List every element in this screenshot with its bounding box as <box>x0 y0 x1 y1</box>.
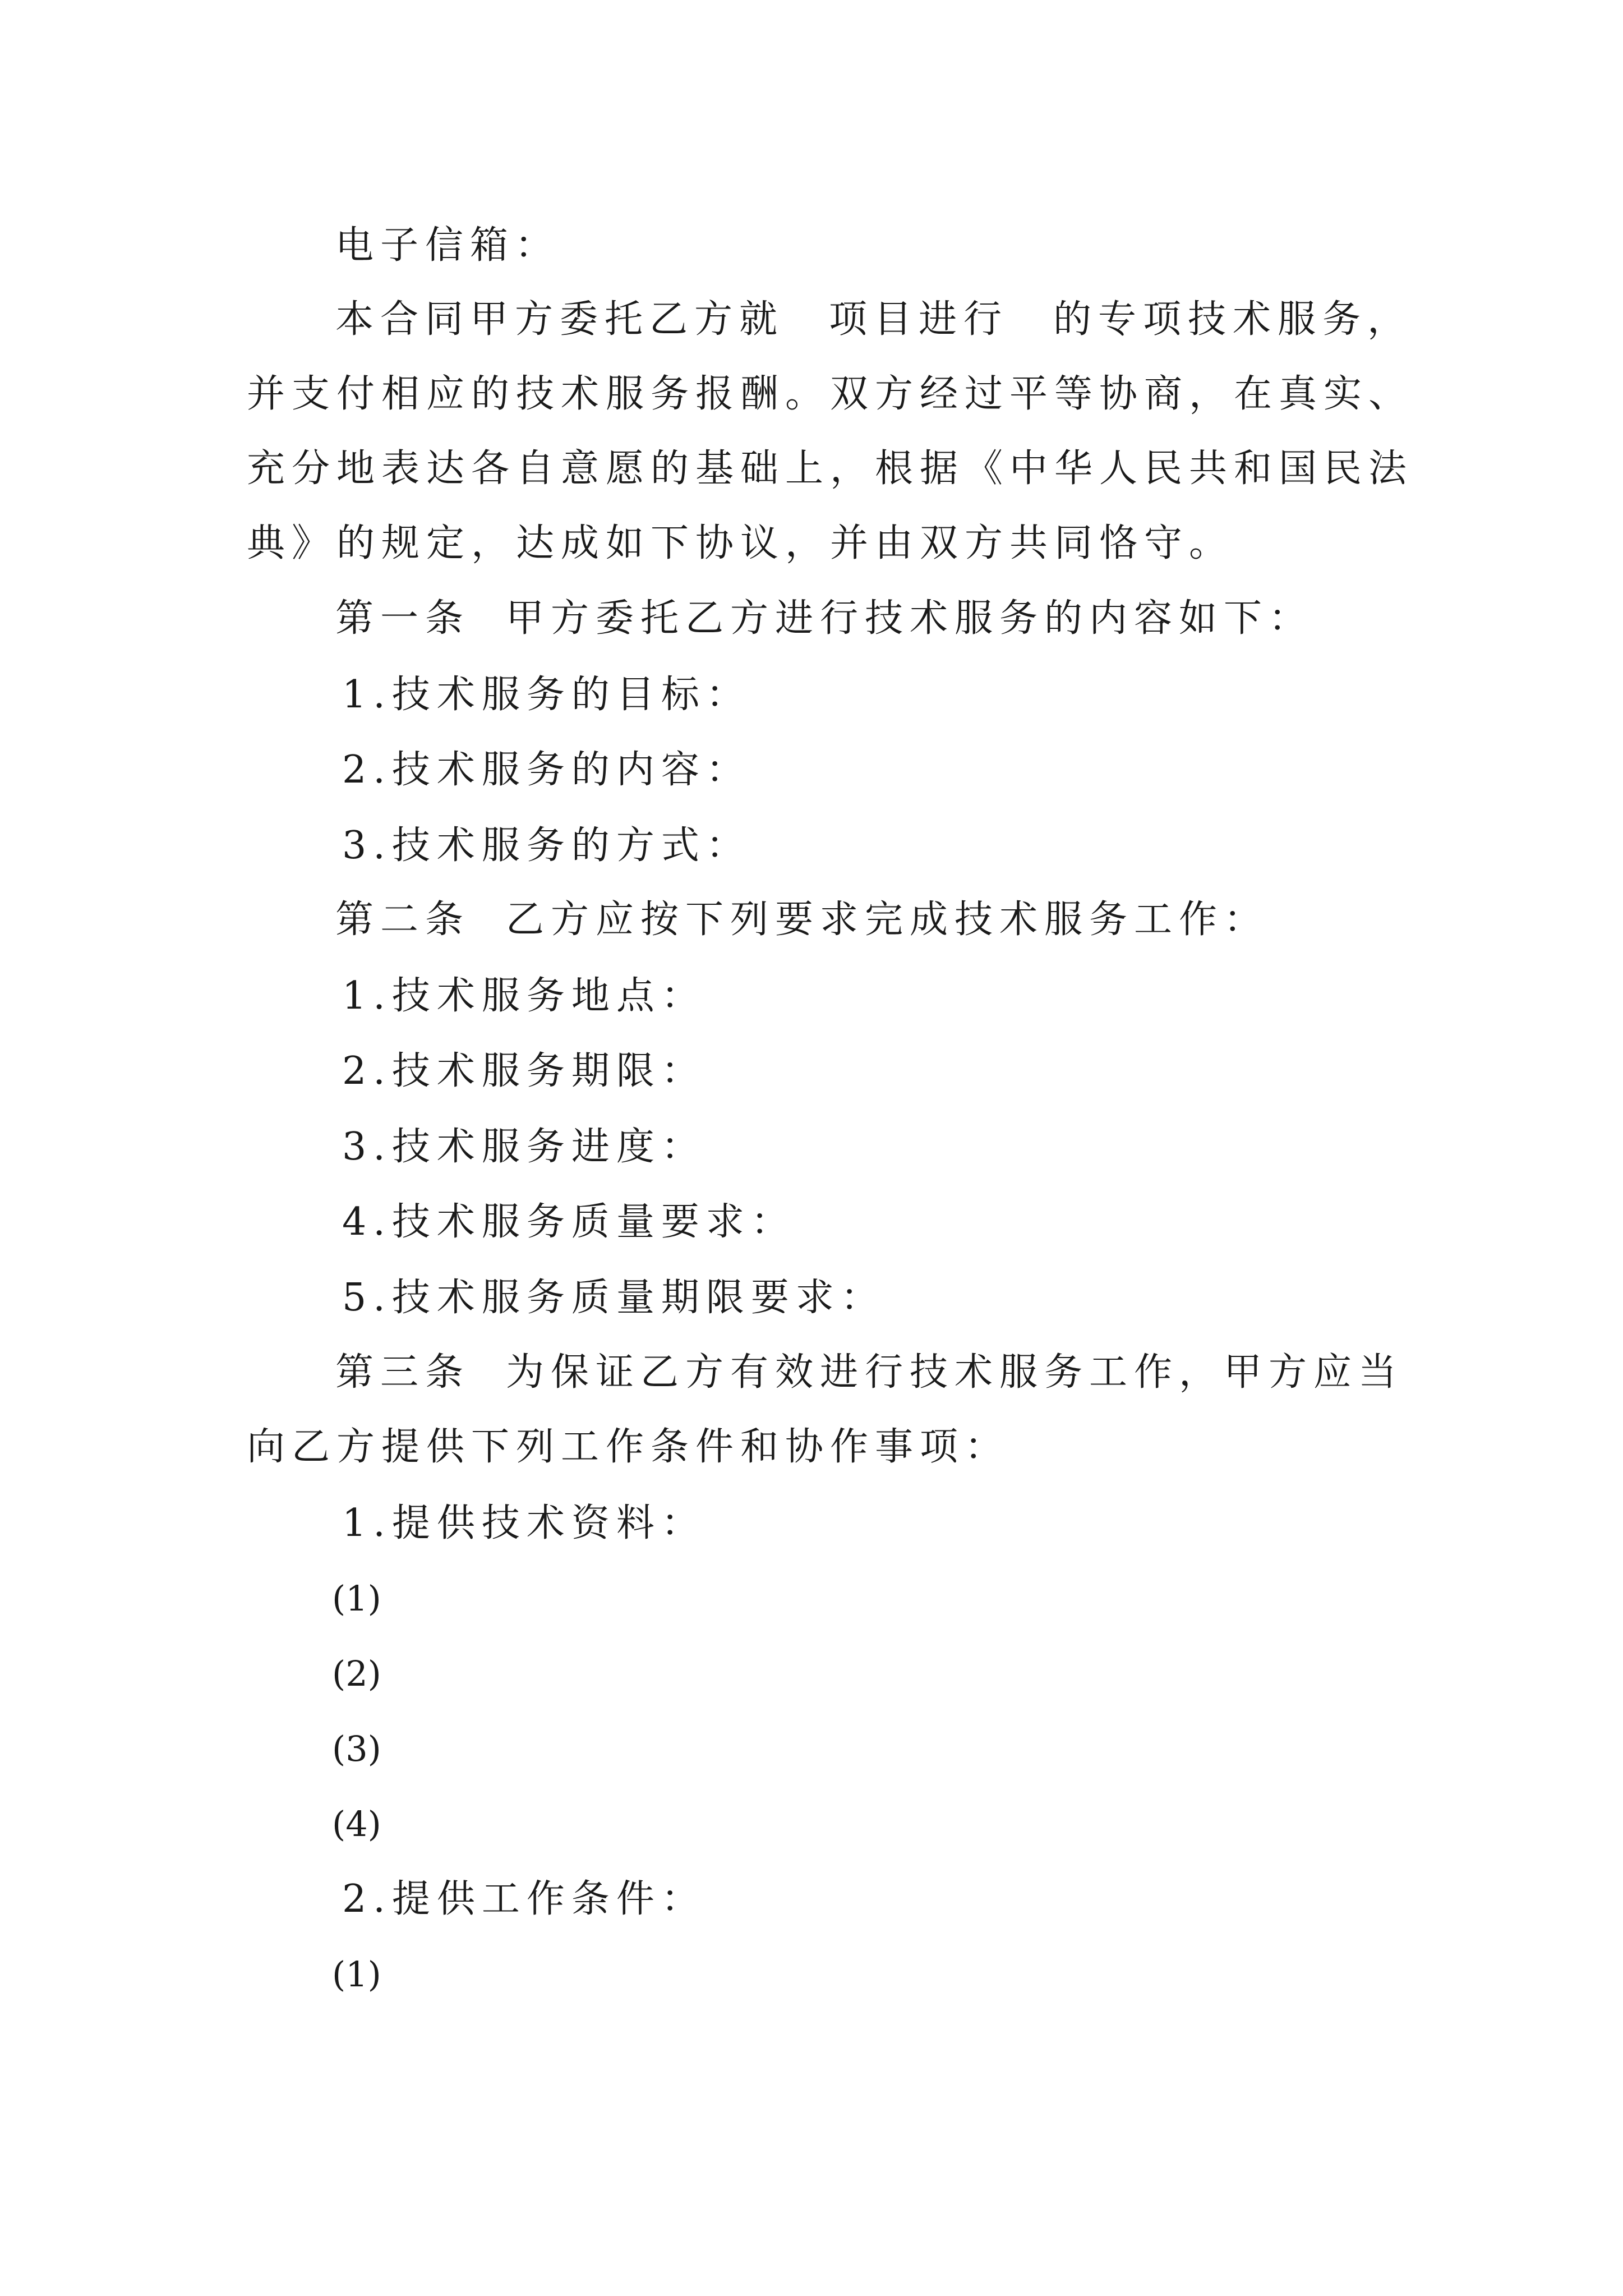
email-label: 电子信箱： <box>335 223 560 268</box>
article-2-text: 乙方应按下列要求完成技术服务工作： <box>506 898 1269 942</box>
article-1-item-3: 3.技术服务的方式： <box>342 823 751 868</box>
article-3-item-1-sub-4: (4) <box>332 1803 381 1844</box>
article-1-item-2: 2.技术服务的内容： <box>342 748 751 792</box>
preamble-line-2: 并支付相应的技术服务报酬。双方经过平等协商，在真实、 <box>247 372 1414 416</box>
article-2-heading <box>335 898 1269 942</box>
preamble-line-3: 充分地表达各自意愿的基础上，根据《中华人民共和国民法 <box>247 447 1414 491</box>
article-3-number: 第三条 <box>335 1350 471 1395</box>
article-3-item-1-sub-1: (1) <box>332 1578 381 1619</box>
article-1-number: 第一条 <box>335 596 471 641</box>
article-1-item-1: 1.技术服务的目标： <box>342 673 751 717</box>
article-2-item-5: 5.技术服务质量期限要求： <box>342 1276 886 1320</box>
article-3-item-1: 1.提供技术资料： <box>342 1501 706 1545</box>
article-3-item-2-sub-1: (1) <box>332 1954 381 1995</box>
article-3-text: 为保证乙方有效进行技术服务工作，甲方应当 <box>506 1350 1404 1395</box>
article-1-heading <box>335 596 1313 641</box>
article-1-text: 甲方委托乙方进行技术服务的内容如下： <box>506 596 1314 641</box>
article-2-item-1: 1.技术服务地点： <box>342 974 706 1018</box>
article-3-heading <box>335 1350 1403 1395</box>
article-3-item-1-sub-2: (2) <box>332 1653 381 1694</box>
article-2-number: 第二条 <box>335 898 471 942</box>
article-3-item-1-sub-3: (3) <box>332 1728 381 1769</box>
preamble-line-1: 本合同甲方委托乙方就 项目进行 的专项技术服务， <box>335 297 1413 342</box>
article-3-text-continued: 向乙方提供下列工作条件和协作事项： <box>247 1425 1010 1469</box>
article-2-item-3: 3.技术服务进度： <box>342 1125 706 1169</box>
article-2-item-2: 2.技术服务期限： <box>342 1049 706 1093</box>
article-2-item-4: 4.技术服务质量要求： <box>342 1200 796 1244</box>
article-3-item-2: 2.提供工作条件： <box>342 1877 706 1921</box>
preamble-line-4: 典》的规定，达成如下协议，并由双方共同恪守。 <box>247 521 1234 565</box>
